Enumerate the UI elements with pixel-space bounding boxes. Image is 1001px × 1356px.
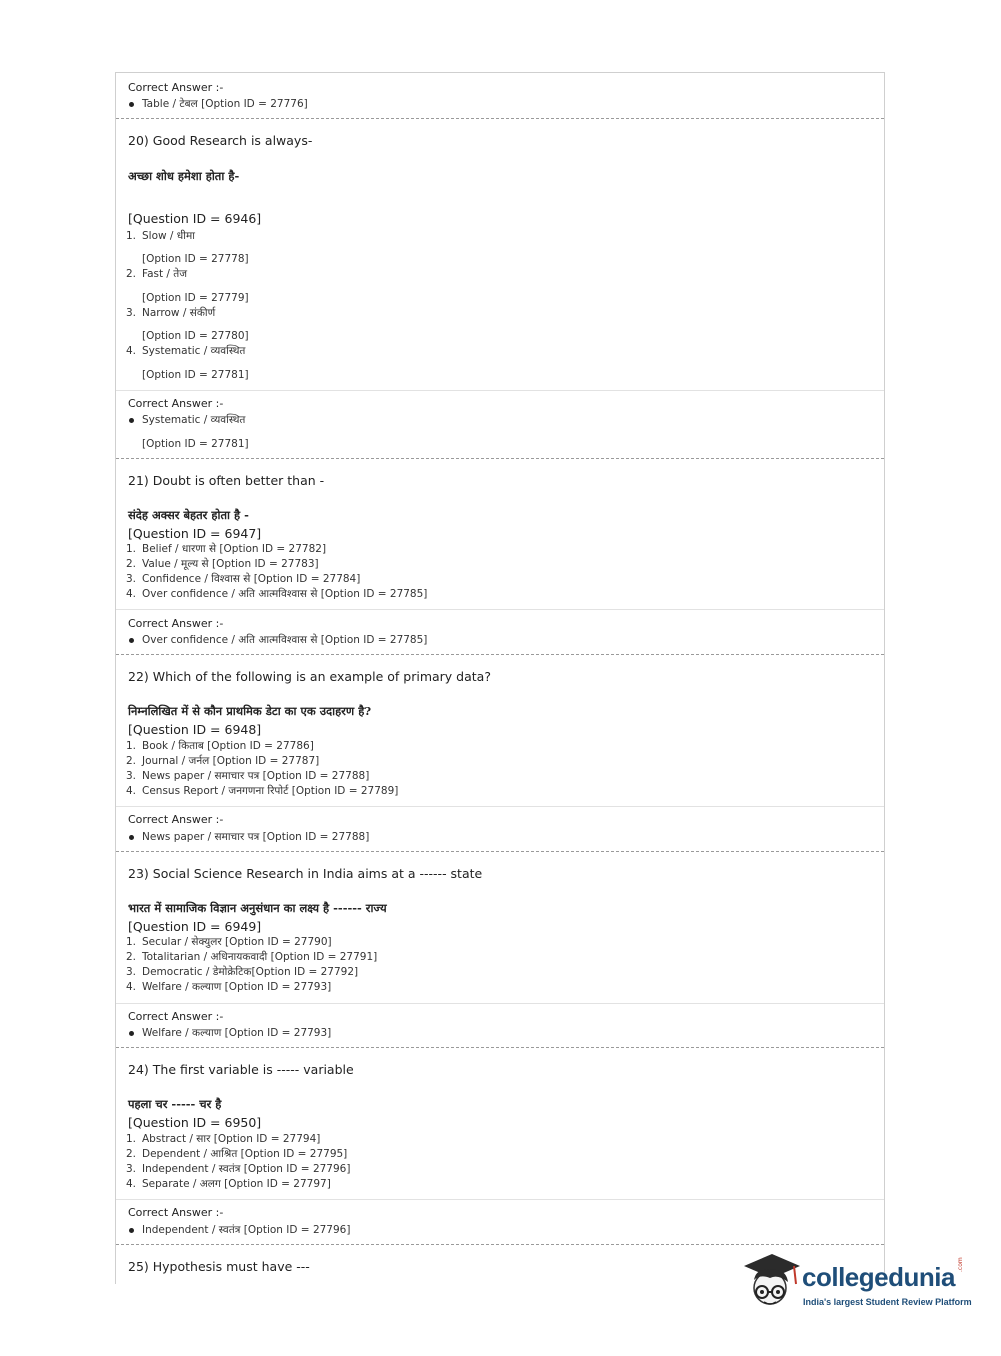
correct-answer-text: Welfare / कल्याण [Option ID = 27793] — [142, 1027, 332, 1039]
question-divider — [116, 118, 884, 119]
option-item: 2. Fast / तेज — [126, 268, 188, 280]
bullet-icon — [129, 638, 134, 643]
option-item: 1. Book / किताब [Option ID = 27786] — [126, 740, 314, 752]
answer-separator — [116, 1199, 884, 1200]
question-hindi: भारत में सामाजिक विज्ञान अनुसंधान का लक्ष्य है ------ राज्य — [128, 901, 387, 915]
bullet-icon — [129, 418, 134, 423]
option-item: 3. News paper / समाचार पत्र [Option ID = 27788] — [126, 770, 370, 782]
correct-answer-label: Correct Answer :- — [128, 617, 224, 630]
question-id: [Question ID = 6948] — [128, 722, 262, 737]
option-item: 3. Narrow / संकीर्ण — [126, 307, 216, 319]
option-item: 1. Slow / धीमा — [126, 230, 195, 242]
correct-answer-label: Correct Answer :- — [128, 81, 224, 94]
option-id: [Option ID = 27778] — [142, 253, 249, 265]
question-hindi: निम्नलिखित में से कौन प्राथमिक डेटा का एक उदाहरण है? — [128, 704, 372, 718]
question-divider — [116, 1244, 884, 1245]
question-title: 23) Social Science Research in India aims at a ------ state — [128, 866, 483, 881]
option-id: [Option ID = 27781] — [142, 369, 249, 381]
answer-separator — [116, 1003, 884, 1004]
correct-answer-label: Correct Answer :- — [128, 397, 224, 410]
option-item: 4. Welfare / कल्याण [Option ID = 27793] — [126, 981, 332, 993]
option-item: 2. Totalitarian / अधिनायकवादी [Option ID = 27791] — [126, 951, 378, 963]
question-id: [Question ID = 6946] — [128, 211, 262, 226]
question-id: [Question ID = 6950] — [128, 1115, 262, 1130]
bullet-icon — [129, 1031, 134, 1036]
option-item: 3. Independent / स्वतंत्र [Option ID = 27796] — [126, 1163, 351, 1175]
correct-answer-text: Independent / स्वतंत्र [Option ID = 27796] — [142, 1224, 351, 1236]
question-title: 25) Hypothesis must have --- — [128, 1259, 310, 1274]
correct-answer-label: Correct Answer :- — [128, 813, 224, 826]
option-item: 4. Separate / अलग [Option ID = 27797] — [126, 1178, 331, 1190]
question-hindi: संदेह अक्सर बेहतर होता है - — [128, 508, 249, 522]
option-item: 2. Value / मूल्य से [Option ID = 27783] — [126, 558, 319, 570]
question-divider — [116, 1047, 884, 1048]
option-id: [Option ID = 27780] — [142, 330, 249, 342]
bullet-icon — [129, 102, 134, 107]
question-id: [Question ID = 6947] — [128, 526, 262, 541]
brand-dotcom: .com — [957, 1257, 964, 1272]
bullet-icon — [129, 1228, 134, 1233]
correct-answer-label: Correct Answer :- — [128, 1010, 224, 1023]
option-item: 1. Secular / सेक्युलर [Option ID = 27790] — [126, 936, 332, 948]
answer-separator — [116, 806, 884, 807]
correct-answer-text: Over confidence / अति आत्मविश्वास से [Option ID = 27785] — [142, 634, 428, 646]
question-title: 24) The first variable is ----- variable — [128, 1062, 354, 1077]
question-title: 20) Good Research is always- — [128, 133, 313, 148]
option-item: 1. Belief / धारणा से [Option ID = 27782] — [126, 543, 327, 555]
question-title: 22) Which of the following is an example of primary data? — [128, 669, 491, 684]
question-divider — [116, 458, 884, 459]
question-hindi: पहला चर ----- चर है — [128, 1097, 222, 1111]
correct-answer-text: News paper / समाचार पत्र [Option ID = 27788] — [142, 831, 370, 843]
question-divider — [116, 654, 884, 655]
option-item: 3. Democratic / डेमोक्रेटिक[Option ID = 27792] — [126, 966, 359, 978]
question-hindi: अच्छा शोध हमेशा होता है- — [128, 169, 240, 183]
question-divider — [116, 851, 884, 852]
question-paper-sheet — [115, 72, 885, 1284]
correct-answer-option-id: [Option ID = 27781] — [142, 438, 249, 450]
correct-answer-label: Correct Answer :- — [128, 1206, 224, 1219]
answer-separator — [116, 390, 884, 391]
option-item: 4. Census Report / जनगणना रिपोर्ट [Option ID = 27789] — [126, 785, 399, 797]
option-item: 3. Confidence / विश्वास से [Option ID = 27784] — [126, 573, 361, 585]
option-id: [Option ID = 27779] — [142, 292, 249, 304]
option-item: 1. Abstract / सार [Option ID = 27794] — [126, 1133, 321, 1145]
brand-name: collegedunia — [802, 1262, 955, 1292]
option-item: 2. Journal / जर्नल [Option ID = 27787] — [126, 755, 320, 767]
answer-separator — [116, 609, 884, 610]
question-id: [Question ID = 6949] — [128, 919, 262, 934]
option-item: 4. Systematic / व्यवस्थित — [126, 345, 246, 357]
option-item: 2. Dependent / आश्रित [Option ID = 27795] — [126, 1148, 348, 1160]
correct-answer-text: Table / टेबल [Option ID = 27776] — [142, 98, 308, 110]
correct-answer-text: Systematic / व्यवस्थित — [142, 414, 246, 426]
bullet-icon — [129, 835, 134, 840]
option-item: 4. Over confidence / अति आत्मविश्वास से [Option ID = 27785] — [126, 588, 428, 600]
brand-tagline: India's largest Student Review Platform — [803, 1297, 972, 1307]
question-title: 21) Doubt is often better than - — [128, 473, 325, 488]
